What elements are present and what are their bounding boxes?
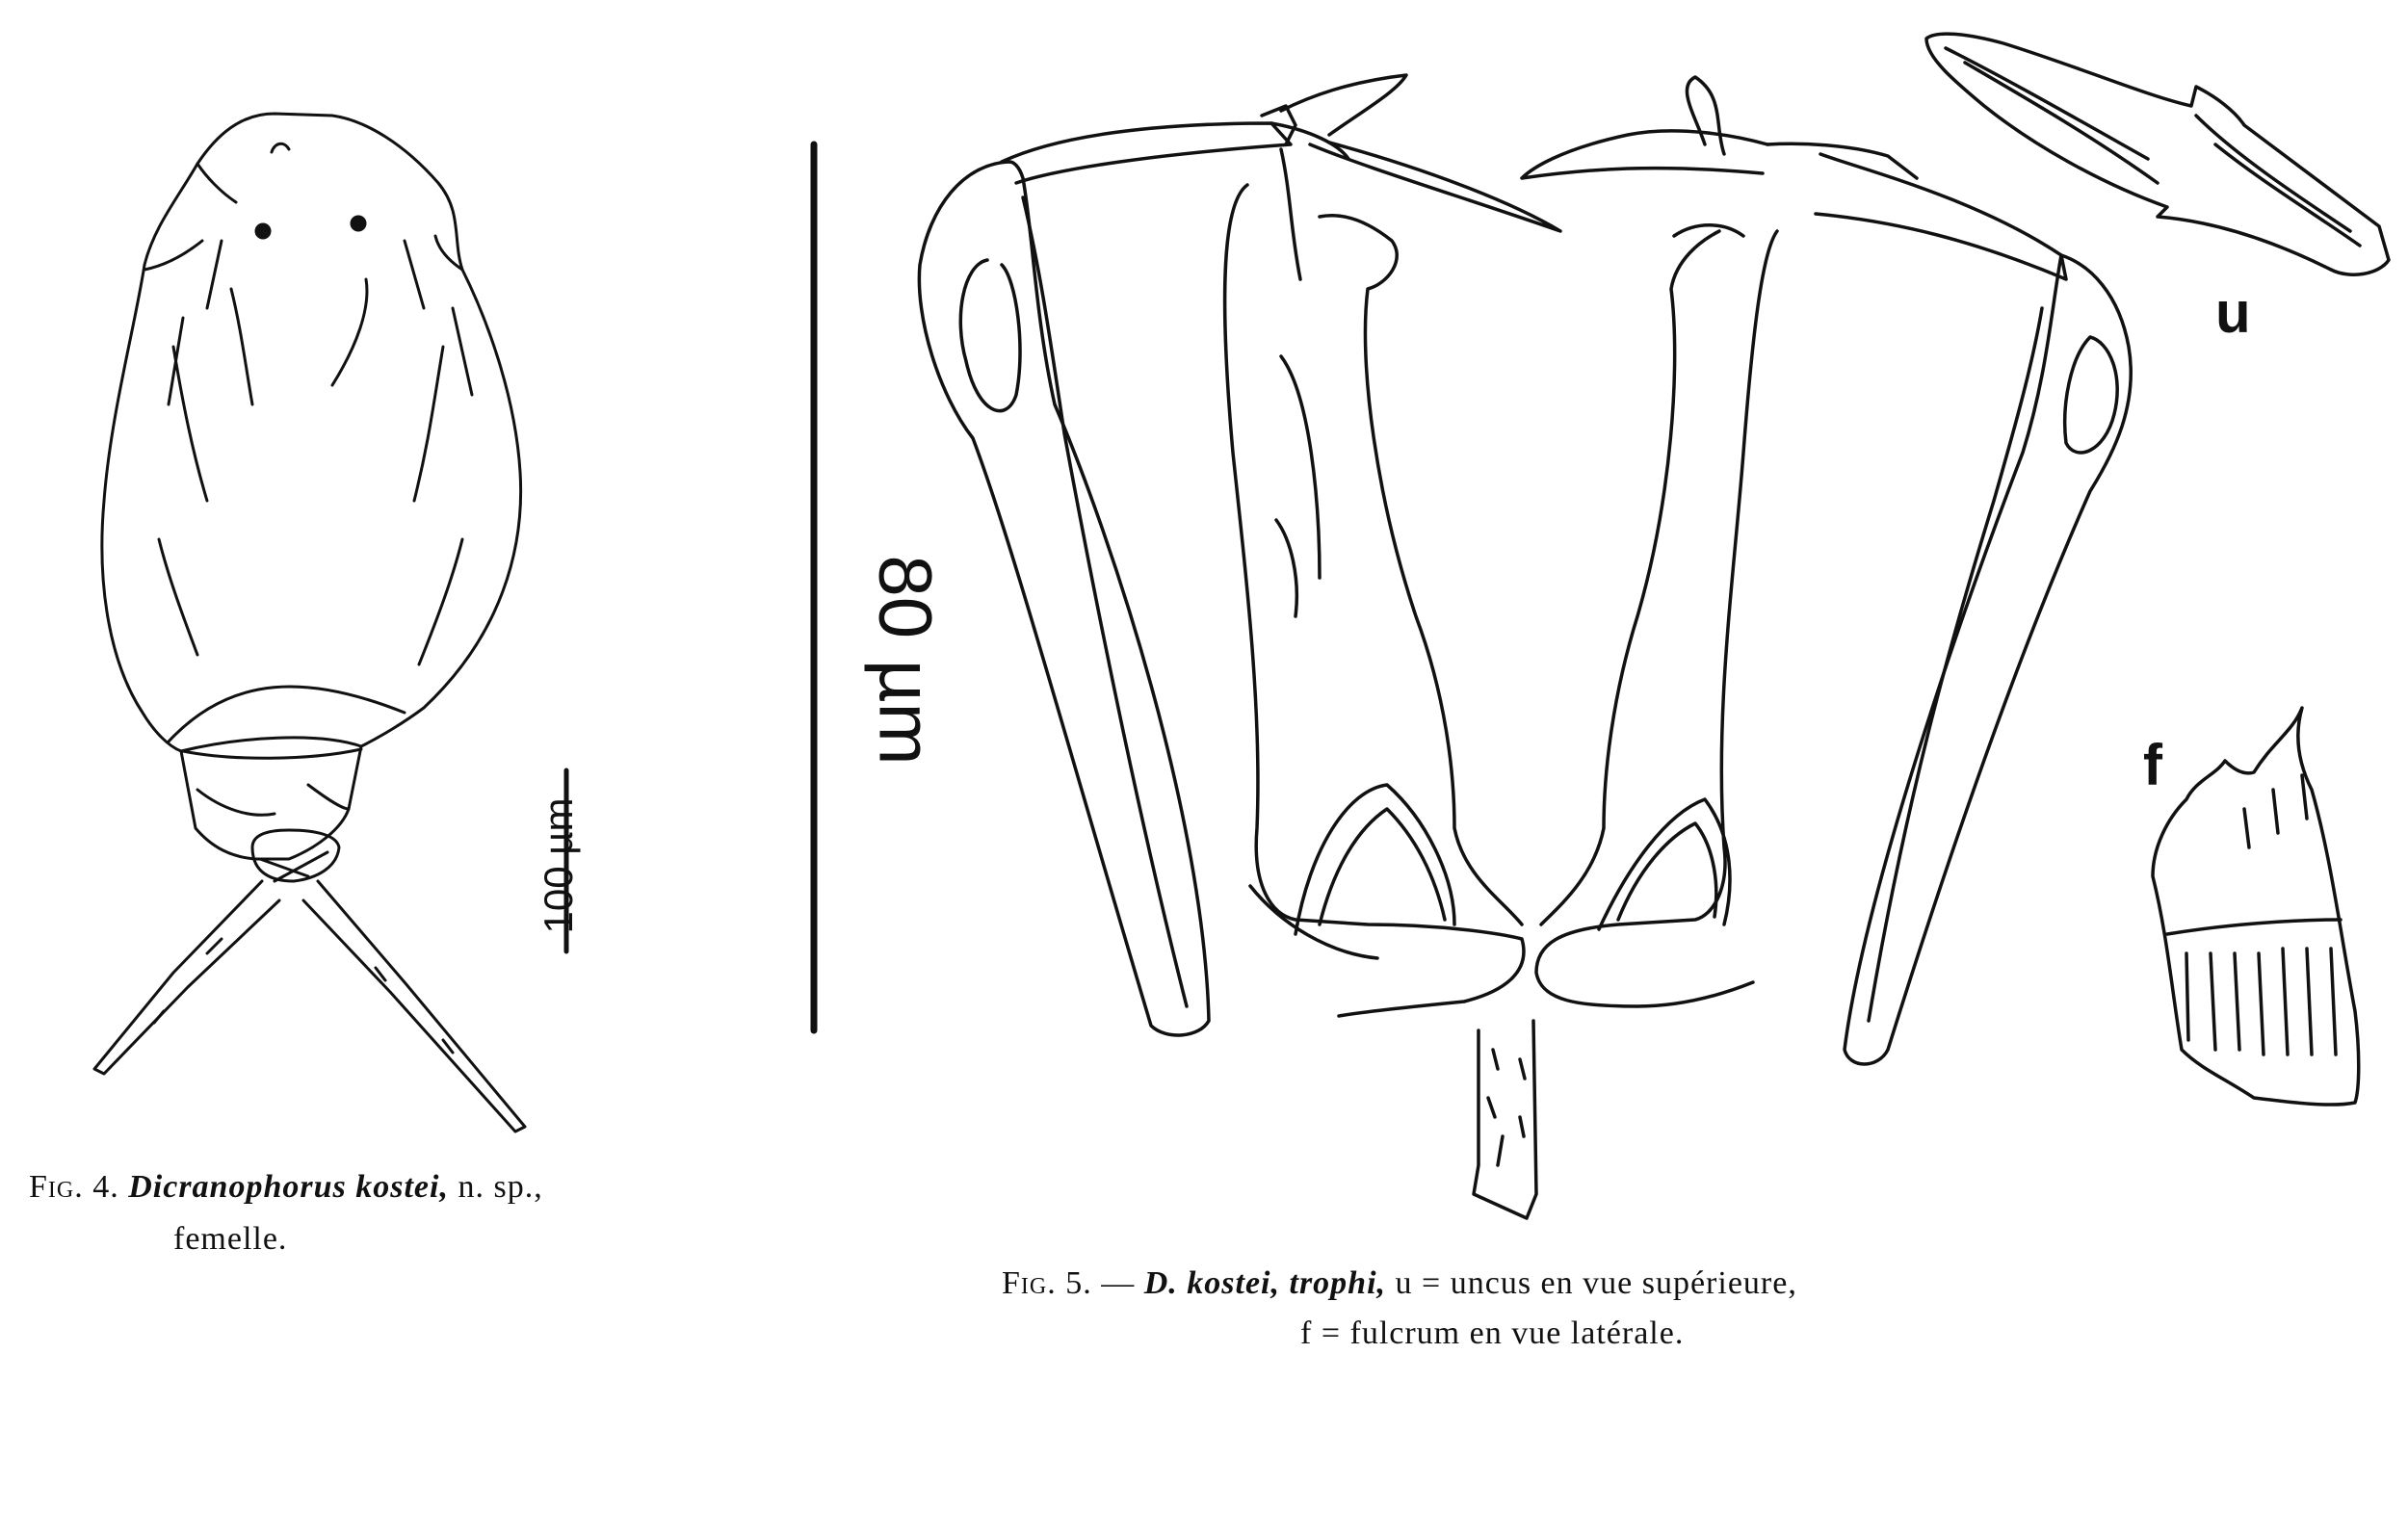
label-uncus: u bbox=[2215, 280, 2251, 345]
fig4-scale-label: 100 µm bbox=[536, 797, 581, 934]
fig5-caption-label: Fig. 5. — bbox=[1002, 1265, 1136, 1301]
label-fulcrum: f bbox=[2143, 733, 2162, 797]
fig4-caption-line2: femelle. bbox=[173, 1221, 288, 1257]
fig5-scale-label: 80 µm bbox=[863, 555, 949, 766]
fig5-caption-line1-rest: u = uncus en vue supérieure, bbox=[1395, 1265, 1797, 1301]
fig5-trophi-drawing bbox=[919, 34, 2389, 1218]
fig4-rotifer-drawing bbox=[94, 114, 525, 1132]
fig4-caption-tail: n. sp., bbox=[458, 1169, 543, 1205]
fig5-caption-line2: f = fulcrum en vue latérale. bbox=[1300, 1315, 1685, 1351]
fig5-caption bbox=[1002, 1262, 1797, 1306]
fig4-caption-species: Dicranophorus kostei, bbox=[128, 1169, 449, 1205]
fig4-caption bbox=[29, 1165, 543, 1210]
fig4-caption-label: Fig. 4. bbox=[29, 1169, 119, 1205]
fig5-caption-italic: D. kostei, trophi, bbox=[1143, 1265, 1387, 1301]
